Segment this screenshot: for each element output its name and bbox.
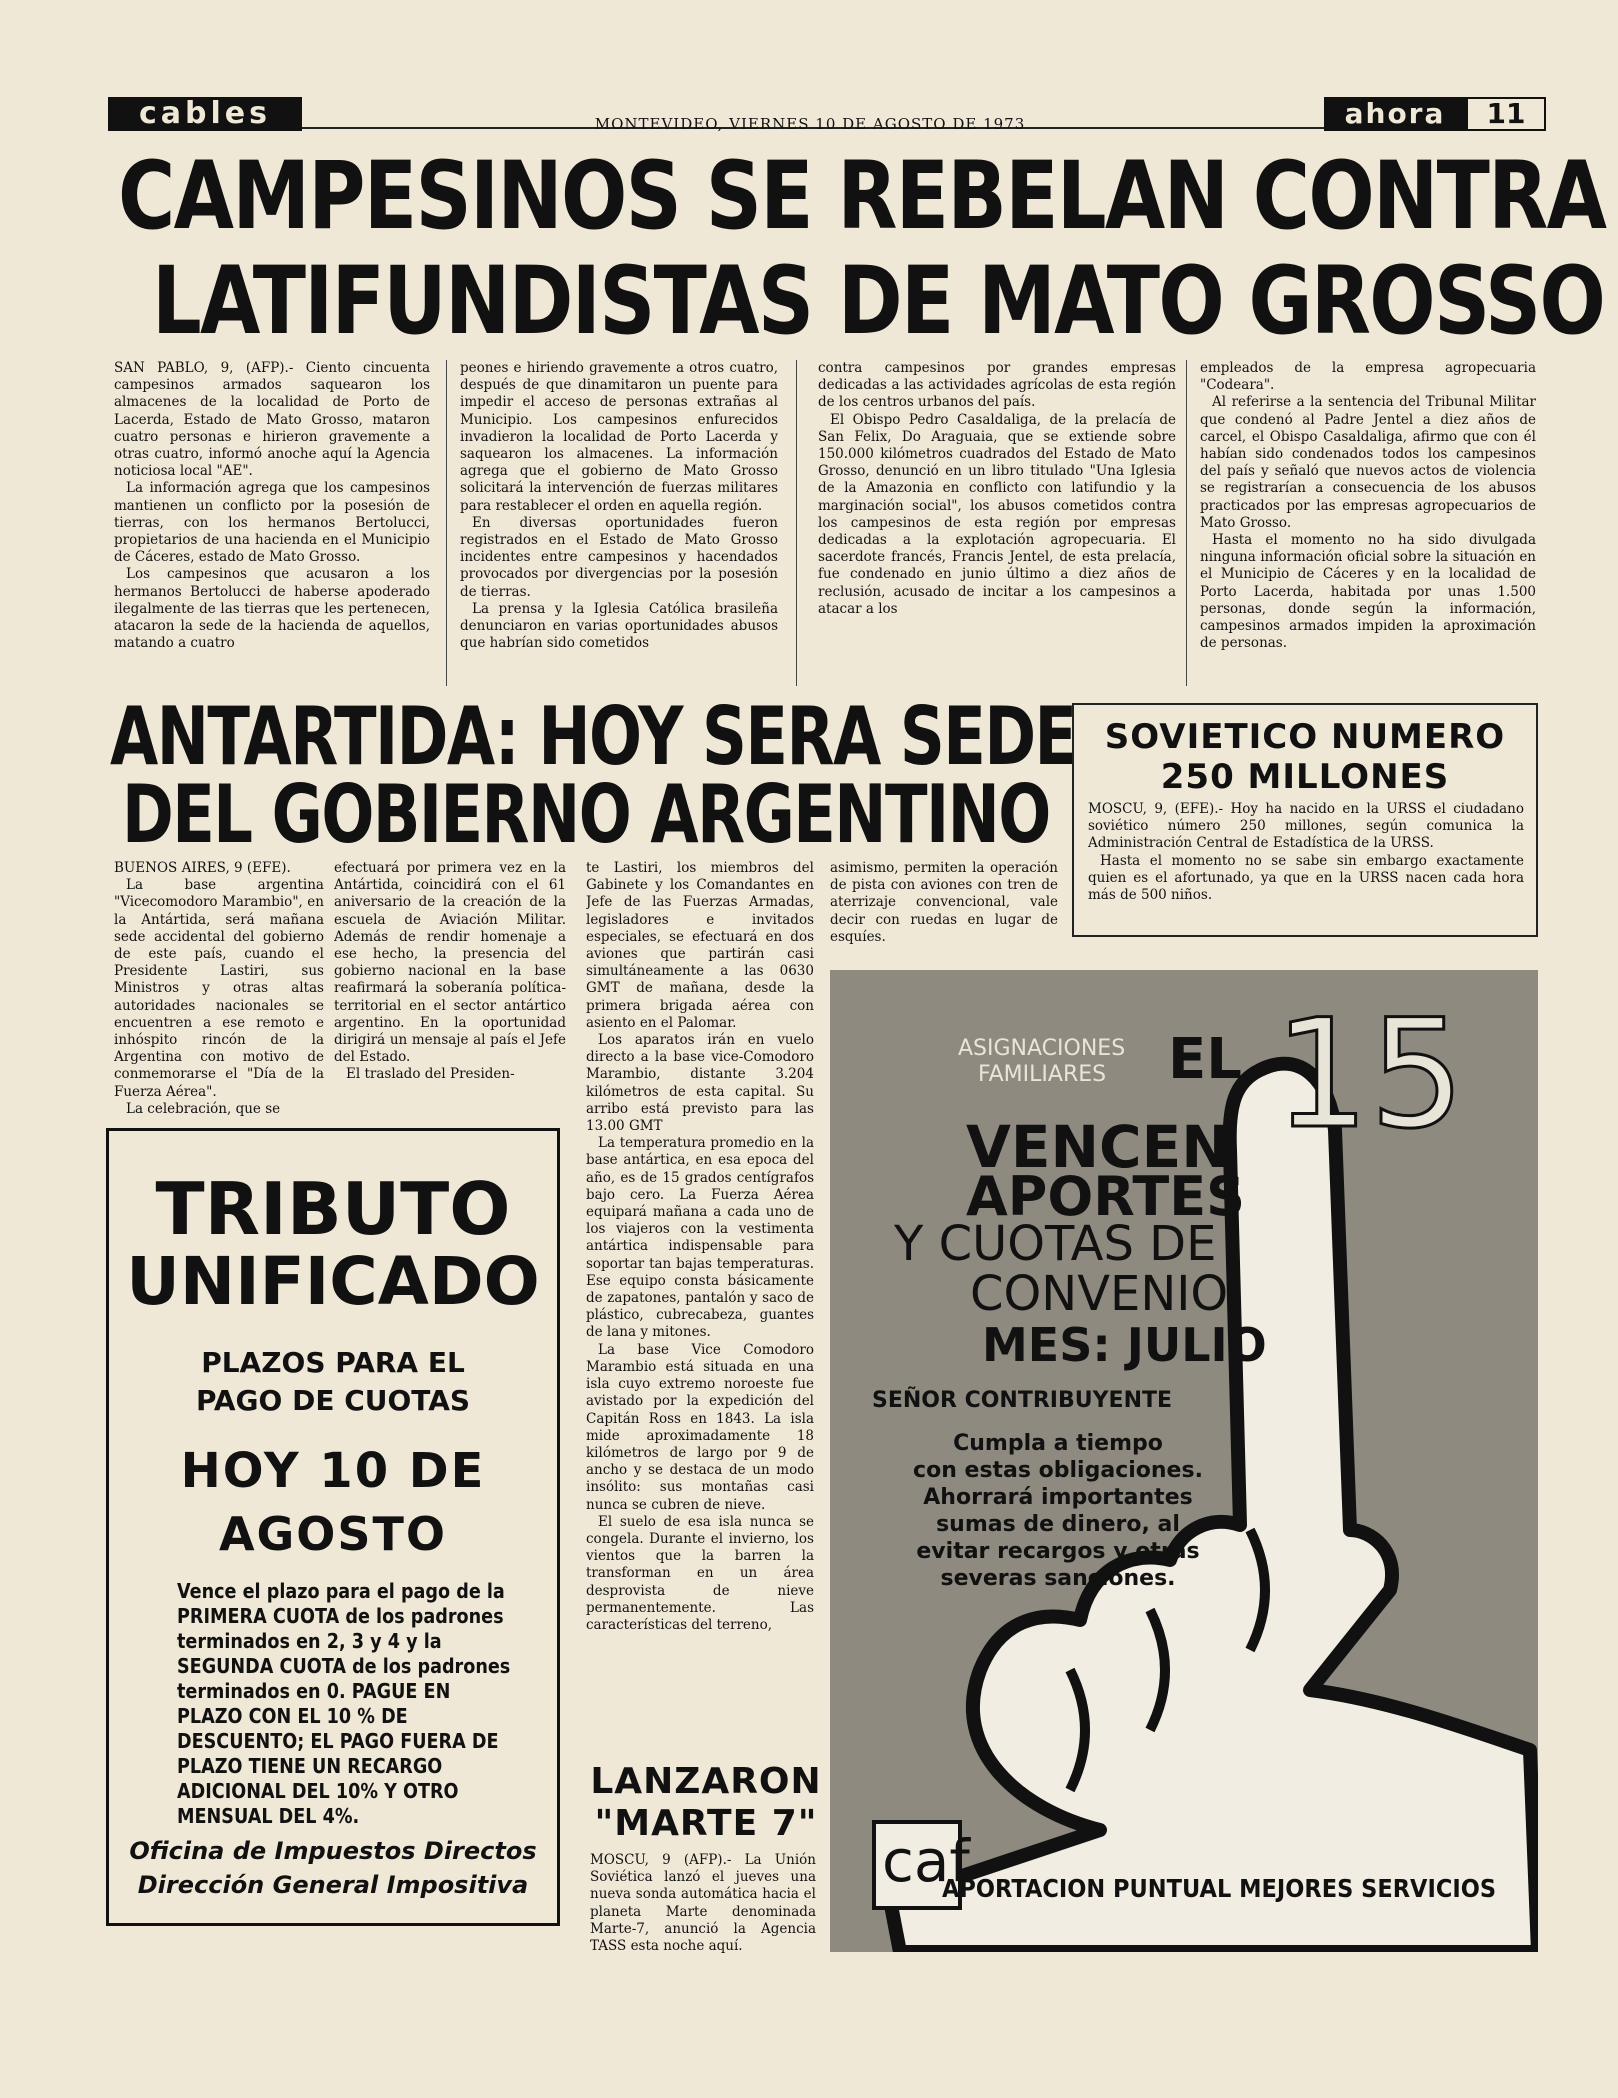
- paragraph: La temperatura promedio en la base antártica, en esa epoca del año, es de 15 grados centígrafos bajo cero. La Fuerza Aérea equipará mañana a cada uno de los viajeros con la vestimenta antártica indispensable para soportar tan bajas temperaturas. Ese equipo consta básicamente de zapatones, pantalón y saco de plástico, cubrecabeza, guantes de lana y mitones.: [586, 1135, 814, 1341]
- story2-column-1: [114, 860, 324, 1122]
- story2-headline-line2: DEL GOBIERNO ARGENTINO: [122, 768, 1050, 861]
- story1-headline-line1: CAMPESINOS SE REBELAN CONTRA: [118, 142, 1606, 251]
- story1-column-3: [818, 360, 1176, 686]
- section-label: cables: [108, 97, 302, 131]
- tributo-title-line2: UNIFICADO: [126, 1243, 540, 1320]
- paragraph: La información agrega que los campesinos mantienen un conflicto por la posesión de tierras, con los hermanos Bertolucci, propietarios de una hacienda en el Municipio de Cáceres, estado de Mato Grosso.: [114, 480, 430, 566]
- ad-message-line: severas sanciones.: [940, 1566, 1176, 1591]
- column-rule: [446, 360, 447, 686]
- tributo-date-line1: HOY 10 DE: [180, 1443, 486, 1499]
- tributo-footer-line1: Oficina de Impuestos Directos: [129, 1837, 537, 1865]
- paragraph: efectuará por primera vez en la Antártida, coincidirá con el 61 aniversario de la creación de la escuela de Aviación Militar. Además de rendir homenaje a ese hecho, la presencia del gobierno nacional en la base reafirmará la soberanía política-territorial en el sector antártico argentino. En la oportunidad dirigirá un mensaje al país el Jefe del Estado.: [334, 860, 566, 1066]
- paragraph: te Lastiri, los miembros del Gabinete y los Comandantes en Jefe de las Fuerzas Armadas, legisladores e invitados especiales, se efectuará en dos aviones que partirán casi simultáneamente a las 0630 GMT de mañana, desde la primera brigada aérea con asiento en el Palomar.: [586, 860, 814, 1031]
- soviet-census-box: [1072, 703, 1538, 937]
- tributo-footer-line2: Dirección General Impositiva: [137, 1871, 529, 1899]
- column-rule: [1186, 360, 1187, 686]
- ad-message-line: con estas obligaciones.: [913, 1458, 1203, 1483]
- story1-column-4: [1200, 360, 1536, 686]
- ad-line-mes: MES: JULIO: [982, 1318, 1267, 1372]
- paragraph: El suelo de esa isla nunca se congela. Durante el invierno, los vientos que la barren la transforman en un área desprovista de nieve permanentemente. Las características del terreno,: [586, 1513, 814, 1633]
- story2-column-3: [586, 860, 814, 1788]
- ad-message-line: Ahorrará importantes: [923, 1485, 1193, 1510]
- paragraph: SAN PABLO, 9, (AFP).- Ciento cincuenta campesinos armados saquearon los almacenes de la localidad de Porto de Lacerda, Estado de Mato Grosso, mataron cuatro personas e hirieron gravemente a otras cuatro, informó anoche aquí la Agencia noticiosa local "AE".: [114, 360, 430, 480]
- lanzaron-headline-line1: LANZARON: [590, 1761, 822, 1802]
- paragraph: BUENOS AIRES, 9 (EFE).: [114, 860, 291, 876]
- ad-footer: APORTACION PUNTUAL MEJORES SERVICIOS: [942, 1874, 1497, 1903]
- soviet-headline-line1: SOVIETICO NUMERO: [1104, 717, 1506, 757]
- story1-column-1: [114, 360, 430, 686]
- ad-top-line1: ASIGNACIONES: [958, 1036, 1126, 1061]
- ad-message: [908, 1430, 1208, 1592]
- ad-top-line2: FAMILIARES: [978, 1062, 1107, 1087]
- dateline: MONTEVIDEO, VIERNES 10 DE AGOSTO DE 1973: [594, 115, 1026, 133]
- paragraph: asimismo, permiten la operación de pista con aviones con tren de aterrizaje convencional, vale decir con ruedas en lugar de esquíes.: [830, 860, 1058, 945]
- ad-message-line: evitar recargos y otras: [916, 1539, 1200, 1564]
- ad-senor-contribuyente: SEÑOR CONTRIBUYENTE: [872, 1388, 1173, 1413]
- story2-headline-line1: ANTARTIDA: HOY SERA SEDE: [110, 690, 1076, 783]
- soviet-body: [1088, 801, 1524, 929]
- tributo-title-line1: TRIBUTO: [155, 1167, 511, 1251]
- tributo-date-line2: AGOSTO: [218, 1507, 448, 1561]
- paragraph: peones e hiriendo gravemente a otros cuatro, después de que dinamitaron un puente para impedir el acceso de personas extrañas al Municipio. Los campesinos enfurecidos invadieron la localidad de Porto Lacerda y saquearon los almacenes. La información agrega que el gobierno de Mato Grosso solicitará la intervención de fuerzas militares para restablecer el orden en aquella región.: [460, 360, 778, 514]
- paragraph: La prensa y la Iglesia Católica brasileña denunciaron en varias oportunidades abusos que habrían sido cometidos: [460, 600, 778, 652]
- story1-column-2: [460, 360, 778, 686]
- paragraph: MOSCU, 9 (AFP).- La Unión Soviética lanzó el jueves una nueva sonda automática hacia el planeta Marte denominada Marte-7, anunció la Agencia TASS esta noche aquí.: [590, 1852, 816, 1955]
- tributo-subtitle-line1: PLAZOS PARA EL: [201, 1346, 465, 1379]
- paragraph: La celebración, que se: [126, 1100, 281, 1117]
- column-rule: [796, 360, 797, 686]
- story2-column-2: [334, 860, 566, 1122]
- ad-line-cuotas: Y CUOTAS DE: [894, 1216, 1217, 1272]
- ad-message-line: Cumpla a tiempo: [953, 1431, 1163, 1456]
- paragraph: La base argentina "Vicecomodoro Marambio", en la Antártida, será mañana sede accidental del gobierno de este país, cuando el Presidente Lastiri, sus Ministros y otras altas autoridades nacionales se encuentren a ese remoto e inhóspito rincón de la Argentina con motivo de conmemorarse el "Día de la Fuerza Aérea".: [114, 877, 324, 1100]
- paragraph: MOSCU, 9, (EFE).- Hoy ha nacido en la URSS el ciudadano soviético número 250 millones, según comunica la Administración Central de Estadística de la URSS.: [1088, 801, 1524, 852]
- brand-logo: ahora: [1324, 97, 1466, 131]
- ad-line-vencen: VENCEN: [966, 1113, 1230, 1181]
- paragraph: El Obispo Pedro Casaldaliga, de la prelacía de San Felix, Do Araguaia, que se extiende sobre 150.000 kilómetros cuadrados del Estado de Mato Grosso, denunció en un libro titulado "Una Iglesia de la Amazonia en conflicto con latifundio y la marginación social", los abusos cometidos contra los campesinos de esta región por empresas dedicadas a la explotación agropecuaria. El sacerdote francés, Francis Jentel, de esta prelacía, fue condenado en junio último a diez años de reclusión, acusado de incitar a los campesinos a atacar a los: [818, 411, 1176, 617]
- ad-line-aportes: APORTES: [966, 1165, 1246, 1228]
- tributo-body: Vence el plazo para el pago de la PRIMERA CUOTA de los padrones terminados en 2, 3 y 4 y la SEGUNDA CUOTA de los padrones terminados en 0. PAGUE EN PLAZO CON EL 10 % DE DESCUENTO; EL PAGO FUERA DE PLAZO TIENE UN RECARGO ADICIONAL DEL 10% Y OTRO MENSUAL DEL 4%.: [177, 1579, 511, 1828]
- ad-day-number: 15: [1274, 988, 1465, 1162]
- paragraph: Hasta el momento no ha sido divulgada ninguna información oficial sobre la situación en el Municipio de Cáceres y en la localidad de Porto Lacerda, habitada por unas 1.500 personas, donde según la información, campesinos armados impiden la aproximación de personas.: [1200, 532, 1536, 652]
- paragraph: empleados de la empresa agropecuaria "Codeara".: [1200, 360, 1536, 394]
- paragraph: Al referirse a la sentencia del Tribunal Militar que condenó al Padre Jentel a diez años de carcel, el Obispo Casaldaliga, afirmo que con él habían sido condenados todos los campesinos del país y señaló que nuevos actos de violencia se registrarían a consecuencia de los abusos practicados por las empresas agropecuarios de Mato Grosso.: [1200, 394, 1536, 531]
- asignaciones-familiares-ad: [830, 970, 1538, 1952]
- ad-message-line: sumas de dinero, al: [936, 1512, 1180, 1537]
- paragraph: Hasta el momento no se sabe sin embargo exactamente quien es el afortunado, ya que en la URSS nacen cada hora más de 500 niños.: [1088, 852, 1524, 904]
- tributo-subtitle-line2: PAGO DE CUOTAS: [195, 1384, 471, 1417]
- paragraph: contra campesinos por grandes empresas dedicadas a las actividades agrícolas de esta región de los centros urbanos del país.: [818, 360, 1176, 411]
- ad-line-convenio: CONVENIO: [970, 1266, 1229, 1322]
- lanzaron-body: [590, 1852, 816, 1972]
- page-number: 11: [1466, 97, 1546, 131]
- paragraph: Los campesinos que acusaron a los hermanos Bertolucci de haberse apoderado ilegalmente de las tierras que les pertenecen, atacaron la sede de la hacienda de aquellos, matando a cuatro: [114, 566, 430, 652]
- story2-column-4: [830, 860, 1058, 960]
- tributo-unificado-ad: [106, 1128, 560, 1926]
- paragraph: El traslado del Presiden-: [346, 1066, 515, 1083]
- caf-logo-text: caf: [882, 1827, 970, 1895]
- paragraph: En diversas oportunidades fueron registrados en el Estado de Mato Grosso incidentes entre campesinos y hacendados provocados por divergencias por la posesión de tierras.: [460, 514, 778, 600]
- paragraph: La base Vice Comodoro Marambio está situada en una isla cuyo extremo noroeste fue avistado por la expedición del Capitán Ross en 1843. La isla mide aproximadamente 18 kilómetros de largo por 9 de ancho y se destaca de un modo insólito: sus montañas casi nunca se cubren de nieve.: [586, 1341, 814, 1513]
- lanzaron-headline-line2: "MARTE 7": [594, 1803, 818, 1844]
- soviet-headline-line2: 250 MILLONES: [1160, 757, 1450, 797]
- ad-el: EL: [1168, 1027, 1242, 1092]
- paragraph: Los aparatos irán en vuelo directo a la base vice-Comodoro Marambio, distante 3.204 kilómetros de esta capital. Su arribo está previsto para las 13.00 GMT: [586, 1032, 814, 1135]
- story1-headline-line2: LATIFUNDISTAS DE MATO GROSSO: [152, 247, 1605, 356]
